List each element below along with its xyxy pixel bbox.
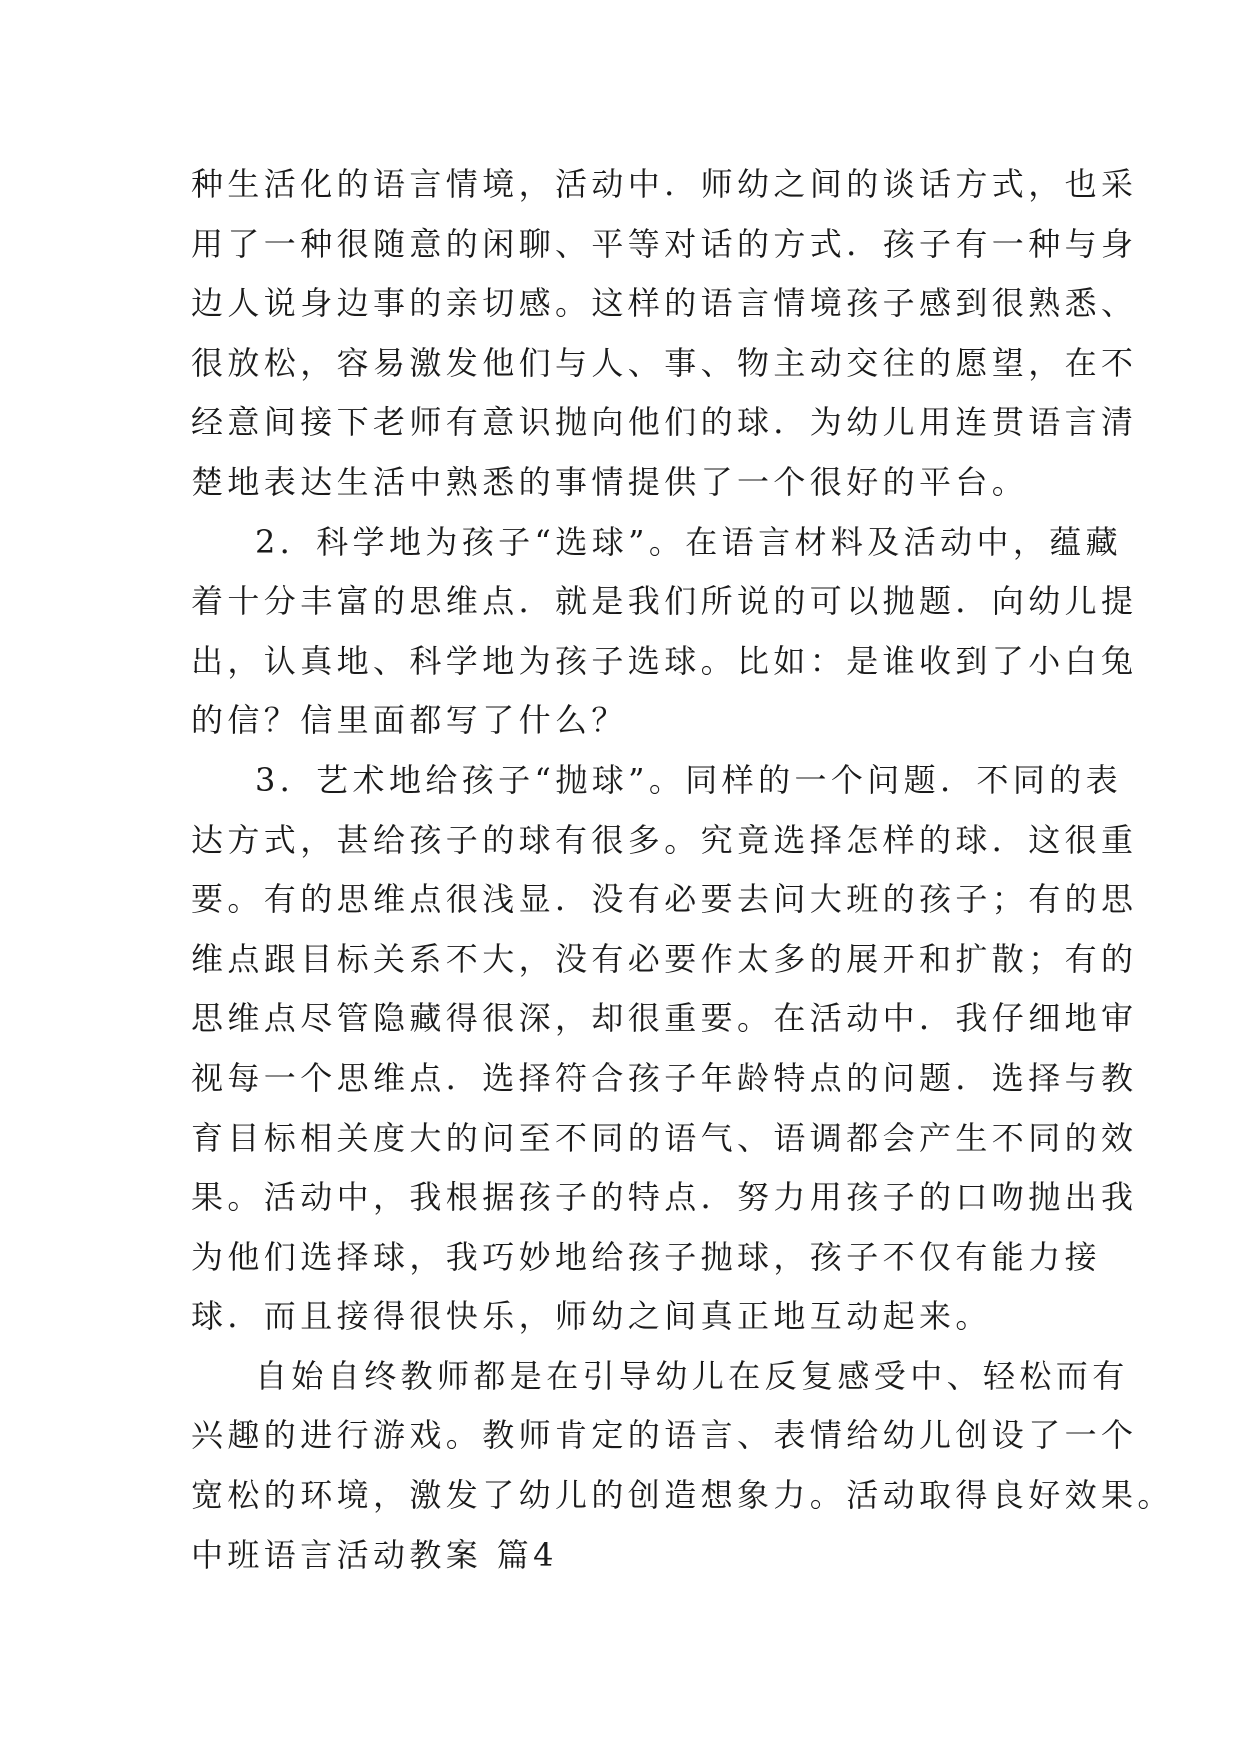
text-line: 兴趣的进行游戏。教师肯定的语言、表情给幼儿创设了一个 [191, 1416, 1138, 1455]
paragraph-4 [191, 1347, 1174, 1526]
body-text [191, 155, 1174, 1585]
text-line: 种生活化的语言情境，活动中．师幼之间的谈话方式，也采 [191, 165, 1138, 203]
text-line: 楚地表达生活中熟悉的事情提供了一个很好的平台。 [191, 462, 1029, 501]
text-line: 要。有的思维点很浅显．没有必要去问大班的孩子；有的思 [191, 880, 1138, 919]
text-line: 自始自终教师都是在引导幼儿在反复感受中、轻松而有 [255, 1356, 1129, 1395]
text-line: 的信？信里面都写了什么？ [191, 701, 628, 740]
text-line: 3．艺术地给孩子“抛球”。同样的一个问题．不同的表 [255, 760, 1123, 799]
text-line: 为他们选择球，我巧妙地给孩子抛球，孩子不仅有能力接 [191, 1237, 1102, 1276]
text-line: 维点跟目标关系不大，没有必要作太多的展开和扩散；有的 [191, 939, 1138, 978]
text-line: 育目标相关度大的问至不同的语气、语调都会产生不同的效 [191, 1118, 1138, 1157]
text-line: 宽松的环境，激发了幼儿的创造想象力。活动取得良好效果。 [191, 1476, 1174, 1515]
text-line: 视每一个思维点．选择符合孩子年龄特点的问题．选择与教 [191, 1058, 1138, 1097]
text-line: 着十分丰富的思维点．就是我们所说的可以抛题．向幼儿提 [191, 582, 1138, 621]
text-line: 思维点尽管隐藏得很深，却很重要。在活动中．我仔细地审 [191, 999, 1138, 1038]
paragraph-3 [191, 751, 1138, 1347]
paragraph-2 [191, 513, 1138, 751]
paragraph-1 [191, 155, 1138, 513]
text-line: 用了一种很随意的闲聊、平等对话的方式．孩子有一种与身 [191, 224, 1138, 263]
text-line: 出，认真地、科学地为孩子选球。比如：是谁收到了小白兔 [191, 641, 1138, 680]
text-line: 达方式，甚给孩子的球有很多。究竟选择怎样的球．这很重 [191, 820, 1138, 859]
text-line: 很放松，容易激发他们与人、事、物主动交往的愿望，在不 [191, 343, 1138, 382]
text-line: 2．科学地为孩子“选球”。在语言材料及活动中，蕴藏 [255, 522, 1123, 561]
text-line: 果。活动中，我根据孩子的特点．努力用孩子的口吻抛出我 [191, 1178, 1138, 1217]
text-line: 经意间接下老师有意识抛向他们的球．为幼儿用连贯语言清 [191, 403, 1138, 442]
text-line: 球．而且接得很快乐，师幼之间真正地互动起来。 [191, 1297, 992, 1336]
section-heading: 中班语言活动教案 篇4 [191, 1535, 558, 1574]
text-line: 边人说身边事的亲切感。这样的语言情境孩子感到很熟悉、 [191, 284, 1138, 323]
